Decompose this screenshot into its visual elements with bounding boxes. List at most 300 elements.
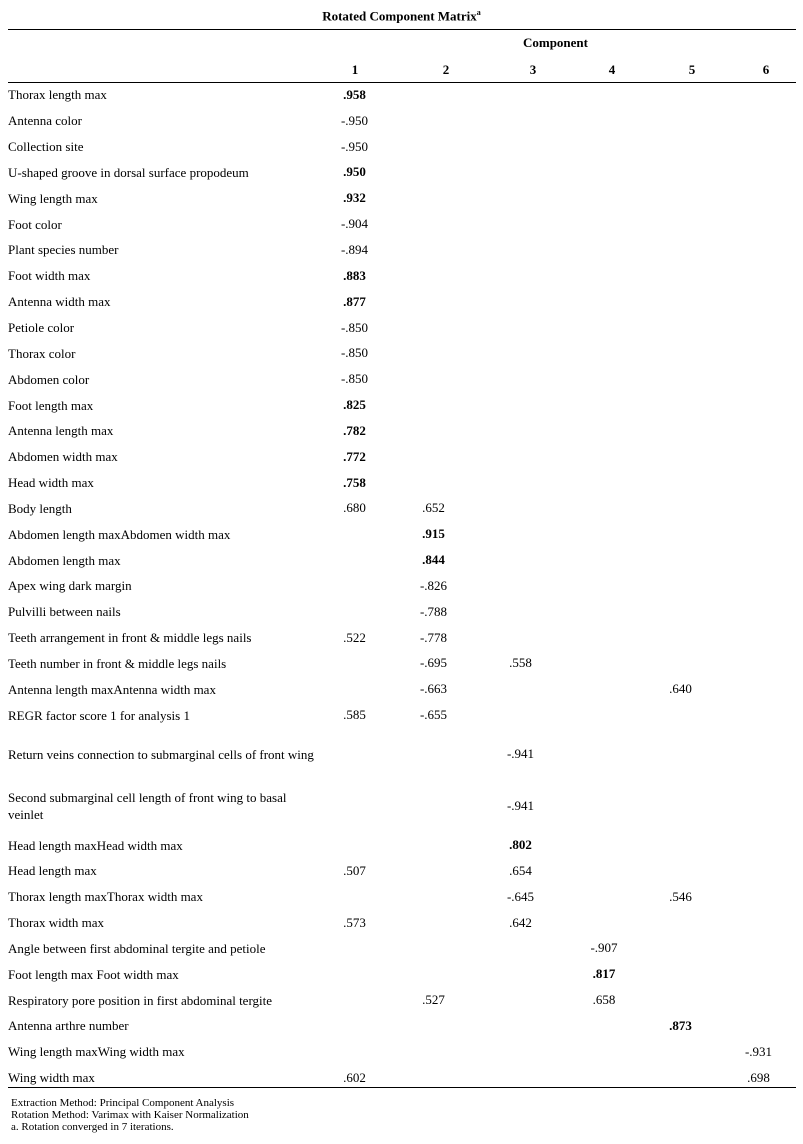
loading-cell-c4 — [568, 573, 640, 599]
component-number-6: 6 — [762, 62, 770, 77]
loading-cell-c5 — [640, 935, 721, 961]
loading-cell-c3 — [473, 987, 568, 1013]
variable-label: Thorax length maxThorax width max — [8, 889, 203, 905]
loading-cell-c5 — [640, 728, 721, 780]
table-row — [8, 1013, 796, 1039]
loading-cell-c4: .658 — [592, 992, 616, 1008]
loading-cell-c1: .932 — [343, 190, 366, 206]
loading-cell-c2: .652 — [422, 500, 445, 516]
loading-cell-c6 — [721, 780, 796, 832]
loading-cell-c6 — [721, 728, 796, 780]
loading-cell-c5 — [640, 1039, 721, 1065]
loading-cell-c3 — [473, 211, 568, 237]
table-row — [8, 547, 796, 573]
loading-cell-c5 — [640, 418, 721, 444]
variable-label: Foot length max — [8, 397, 94, 413]
loading-cell-c3: .654 — [509, 862, 532, 878]
loading-cell-c1: -.950 — [340, 112, 369, 128]
variable-label: Apex wing dark margin — [8, 578, 132, 594]
loading-cell-c6 — [721, 832, 796, 858]
table-row — [8, 858, 796, 884]
loading-cell-c3 — [473, 1013, 568, 1039]
loading-cell-c2 — [394, 160, 473, 186]
loading-cell-c4 — [568, 470, 640, 496]
table-row — [8, 987, 796, 1013]
footnote-convergence: a. Rotation converged in 7 iterations. — [11, 1121, 174, 1133]
variable-label: Head length maxHead width max — [8, 837, 183, 853]
loading-cell-c4 — [568, 547, 640, 573]
loading-cell-c6 — [721, 676, 796, 702]
loading-cell-c6 — [721, 573, 796, 599]
loading-cell-c6 — [721, 315, 796, 341]
loading-cell-c3 — [473, 185, 568, 211]
loading-cell-c3 — [473, 676, 568, 702]
loading-cell-c4 — [568, 160, 640, 186]
variable-label: Thorax width max — [8, 915, 105, 931]
table-row — [8, 444, 796, 470]
loading-cell-c2 — [394, 211, 473, 237]
table-row — [8, 702, 796, 728]
loading-cell-c4 — [568, 676, 640, 702]
loading-cell-c3 — [473, 366, 568, 392]
loading-cell-c1: -.850 — [340, 345, 369, 361]
loading-cell-c6 — [721, 625, 796, 651]
table-row — [8, 418, 796, 444]
loading-cell-c5 — [640, 82, 721, 108]
loading-cell-c6 — [721, 702, 796, 728]
variable-label: Antenna arthre number — [8, 1018, 129, 1034]
loading-cell-c3 — [473, 625, 568, 651]
loading-cell-c3 — [473, 392, 568, 418]
loading-cell-c5 — [640, 496, 721, 522]
table-row — [8, 573, 796, 599]
loading-cell-c6 — [721, 987, 796, 1013]
loading-cell-c6 — [721, 470, 796, 496]
loading-cell-c3 — [473, 444, 568, 470]
variable-label: Respiratory pore position in first abdominal tergite — [8, 992, 273, 1008]
loading-cell-c1: .602 — [343, 1069, 366, 1085]
variable-label: Teeth arrangement in front & middle legs nails — [8, 630, 252, 646]
loading-cell-c2 — [394, 108, 473, 134]
loading-cell-c4 — [568, 625, 640, 651]
loading-cell-c4 — [568, 315, 640, 341]
title-superscript: a — [476, 8, 481, 17]
loading-cell-c2 — [394, 961, 473, 987]
loading-cell-c4 — [568, 521, 640, 547]
loading-cell-c3: .558 — [509, 655, 532, 671]
variable-label: Wing length max — [8, 190, 98, 206]
loading-cell-c2 — [394, 780, 473, 832]
loading-cell-c2 — [394, 470, 473, 496]
loading-cell-c1 — [315, 573, 394, 599]
loading-cell-c4: .817 — [592, 966, 616, 982]
loading-cell-c5 — [640, 910, 721, 936]
table-row — [8, 625, 796, 651]
variable-label: Pulvilli between nails — [8, 604, 121, 620]
loading-cell-c5 — [640, 185, 721, 211]
loading-cell-c6 — [721, 160, 796, 186]
title-text: Rotated Component Matrix — [322, 8, 477, 24]
table-row — [8, 651, 796, 677]
loading-cell-c3 — [473, 496, 568, 522]
table-row — [8, 728, 796, 780]
loading-cell-c2: -.655 — [419, 707, 448, 723]
matrix-table — [8, 82, 796, 1091]
loading-cell-c4 — [568, 340, 640, 366]
loading-cell-c6 — [721, 521, 796, 547]
loading-cell-c2 — [394, 884, 473, 910]
loading-cell-c3 — [473, 521, 568, 547]
table-row — [8, 832, 796, 858]
loading-cell-c6 — [721, 211, 796, 237]
loading-cell-c1: -.894 — [340, 241, 369, 257]
loading-cell-c6: .698 — [747, 1069, 770, 1085]
loading-cell-c1: -.904 — [340, 216, 369, 232]
loading-cell-c2 — [394, 289, 473, 315]
loading-cell-c1: .877 — [343, 293, 366, 309]
loading-cell-c3: -.645 — [506, 888, 535, 904]
loading-cell-c4 — [568, 858, 640, 884]
variable-label: Plant species number — [8, 242, 119, 258]
top-rule — [8, 29, 796, 30]
loading-cell-c1 — [315, 547, 394, 573]
loading-cell-c4 — [568, 444, 640, 470]
loading-cell-c4 — [568, 1013, 640, 1039]
variable-label: Angle between first abdominal tergite and petiole — [8, 940, 266, 956]
loading-cell-c4 — [568, 728, 640, 780]
loading-cell-c1 — [315, 884, 394, 910]
loading-cell-c2: -.788 — [419, 603, 448, 619]
component-header: Component — [522, 35, 588, 50]
loading-cell-c4 — [568, 237, 640, 263]
loading-cell-c4 — [568, 599, 640, 625]
loading-cell-c3: -.941 — [506, 746, 535, 762]
bottom-rule — [8, 1087, 796, 1088]
variable-label: Foot color — [8, 216, 62, 232]
loading-cell-c6 — [721, 134, 796, 160]
loading-cell-c2 — [394, 134, 473, 160]
component-number-4: 4 — [608, 62, 616, 77]
loading-cell-c4 — [568, 185, 640, 211]
loading-cell-c6 — [721, 340, 796, 366]
loading-cell-c2 — [394, 444, 473, 470]
loading-cell-c1 — [315, 599, 394, 625]
loading-cell-c3 — [473, 702, 568, 728]
loading-cell-c2 — [394, 237, 473, 263]
variable-label: Thorax length max — [8, 87, 107, 103]
loading-cell-c3 — [473, 961, 568, 987]
loading-cell-c5 — [640, 366, 721, 392]
component-number-3: 3 — [529, 62, 537, 77]
variable-label: Thorax color — [8, 345, 76, 361]
loading-cell-c4 — [568, 211, 640, 237]
component-number-1: 1 — [351, 62, 359, 77]
loading-cell-c2: -.826 — [419, 577, 448, 593]
loading-cell-c3: .642 — [509, 914, 532, 930]
loading-cell-c6 — [721, 961, 796, 987]
table-row — [8, 392, 796, 418]
loading-cell-c1 — [315, 987, 394, 1013]
loading-cell-c5 — [640, 315, 721, 341]
table-row — [8, 910, 796, 936]
loading-cell-c3 — [473, 547, 568, 573]
loading-cell-c4 — [568, 289, 640, 315]
loading-cell-c6 — [721, 651, 796, 677]
loading-cell-c6 — [721, 366, 796, 392]
table-row — [8, 134, 796, 160]
loading-cell-c2: .844 — [422, 552, 445, 568]
variable-label: Antenna color — [8, 113, 83, 129]
table-row — [8, 237, 796, 263]
table-footnotes — [11, 1097, 249, 1133]
variable-label: Wing width max — [8, 1070, 95, 1086]
loading-cell-c3 — [473, 315, 568, 341]
loading-cell-c1 — [315, 961, 394, 987]
loading-cell-c2: .527 — [422, 992, 445, 1008]
loading-cell-c4 — [568, 418, 640, 444]
loading-cell-c4 — [568, 1039, 640, 1065]
loading-cell-c1: .507 — [343, 862, 366, 878]
loading-cell-c6 — [721, 237, 796, 263]
loading-cell-c2 — [394, 935, 473, 961]
loading-cell-c3 — [473, 237, 568, 263]
loading-cell-c3 — [473, 340, 568, 366]
variable-label: Foot length max Foot width max — [8, 966, 179, 982]
variable-label: Collection site — [8, 139, 84, 155]
table-row — [8, 1039, 796, 1065]
table-row — [8, 961, 796, 987]
variable-label: Antenna length maxAntenna width max — [8, 681, 216, 697]
loading-cell-c1 — [315, 1013, 394, 1039]
loading-cell-c2 — [394, 728, 473, 780]
variable-label: Antenna width max — [8, 294, 111, 310]
loading-cell-c3: .802 — [509, 837, 532, 853]
table-row — [8, 599, 796, 625]
loading-cell-c2 — [394, 910, 473, 936]
footnote-extraction: Extraction Method: Principal Component Analysis — [11, 1097, 235, 1109]
footnote-rotation: Rotation Method: Varimax with Kaiser Normalization — [11, 1109, 249, 1121]
table-row — [8, 366, 796, 392]
loading-cell-c1 — [315, 832, 394, 858]
variable-label: Antenna length max — [8, 423, 114, 439]
loading-cell-c5 — [640, 573, 721, 599]
loading-cell-c6 — [721, 547, 796, 573]
loading-cell-c3 — [473, 418, 568, 444]
loading-cell-c5 — [640, 599, 721, 625]
loading-cell-c4 — [568, 832, 640, 858]
loading-cell-c3 — [473, 1039, 568, 1065]
variable-label: Abdomen length max — [8, 552, 121, 568]
loading-cell-c6 — [721, 82, 796, 108]
loading-cell-c6 — [721, 884, 796, 910]
variable-label: Second submarginal cell length of front wing to basal veinlet — [8, 790, 287, 823]
loading-cell-c6 — [721, 599, 796, 625]
loading-cell-c5 — [640, 237, 721, 263]
component-number-2: 2 — [442, 62, 450, 77]
table-row — [8, 780, 796, 832]
loading-cell-c4 — [568, 82, 640, 108]
loading-cell-c1 — [315, 780, 394, 832]
matrix-body — [8, 82, 796, 1091]
variable-label: Return veins connection to submarginal cells of front wing — [8, 746, 314, 762]
table-title — [0, 8, 803, 24]
table-row — [8, 935, 796, 961]
loading-cell-c1: .522 — [343, 629, 366, 645]
loading-cell-c3 — [473, 935, 568, 961]
loading-cell-c5: .640 — [669, 681, 692, 697]
loading-cell-c4 — [568, 366, 640, 392]
loading-cell-c4 — [568, 780, 640, 832]
variable-label: Abdomen width max — [8, 449, 118, 465]
loading-cell-c2 — [394, 418, 473, 444]
loading-cell-c6 — [721, 910, 796, 936]
loading-cell-c5: .546 — [669, 888, 692, 904]
loading-cell-c6 — [721, 444, 796, 470]
loading-cell-c2 — [394, 1039, 473, 1065]
loading-cell-c1 — [315, 521, 394, 547]
loading-cell-c4 — [568, 108, 640, 134]
table-row — [8, 521, 796, 547]
loading-cell-c6 — [721, 185, 796, 211]
loading-cell-c2 — [394, 82, 473, 108]
loading-cell-c5 — [640, 392, 721, 418]
component-number-5: 5 — [688, 62, 696, 77]
loading-cell-c3: -.941 — [506, 798, 535, 814]
loading-cell-c1: .772 — [343, 448, 366, 464]
loading-cell-c1 — [315, 1039, 394, 1065]
loading-cell-c1: .782 — [343, 422, 366, 438]
loading-cell-c1: -.850 — [340, 319, 369, 335]
table-row — [8, 160, 796, 186]
loading-cell-c5 — [640, 340, 721, 366]
loading-cell-c5 — [640, 289, 721, 315]
variable-label: Teeth number in front & middle legs nails — [8, 655, 227, 671]
variable-label: Abdomen length maxAbdomen width max — [8, 526, 231, 542]
loading-cell-c1: .950 — [343, 164, 366, 180]
loading-cell-c6: -.931 — [744, 1043, 773, 1059]
loading-cell-c5 — [640, 470, 721, 496]
loading-cell-c4 — [568, 910, 640, 936]
loading-cell-c1 — [315, 676, 394, 702]
table-row — [8, 289, 796, 315]
loading-cell-c2 — [394, 340, 473, 366]
loading-cell-c5 — [640, 858, 721, 884]
loading-cell-c5 — [640, 832, 721, 858]
loading-cell-c3 — [473, 160, 568, 186]
loading-cell-c6 — [721, 263, 796, 289]
loading-cell-c5 — [640, 547, 721, 573]
loading-cell-c4: -.907 — [590, 940, 618, 956]
loading-cell-c5 — [640, 987, 721, 1013]
loading-cell-c4 — [568, 884, 640, 910]
loading-cell-c5: .873 — [669, 1017, 692, 1033]
loading-cell-c1 — [315, 728, 394, 780]
loading-cell-c5 — [640, 444, 721, 470]
loading-cell-c3 — [473, 108, 568, 134]
table-row — [8, 340, 796, 366]
loading-cell-c6 — [721, 935, 796, 961]
variable-label: REGR factor score 1 for analysis 1 — [8, 707, 190, 723]
loading-cell-c5 — [640, 521, 721, 547]
loading-cell-c1: .573 — [343, 914, 366, 930]
loading-cell-c2: .915 — [422, 526, 445, 542]
loading-cell-c1 — [315, 935, 394, 961]
loading-cell-c2: -.663 — [419, 681, 448, 697]
loading-cell-c4 — [568, 392, 640, 418]
loading-cell-c5 — [640, 263, 721, 289]
loading-cell-c3 — [473, 573, 568, 599]
loading-cell-c5 — [640, 961, 721, 987]
loading-cell-c6 — [721, 289, 796, 315]
loading-cell-c2 — [394, 858, 473, 884]
loading-cell-c4 — [568, 496, 640, 522]
variable-label: Head width max — [8, 475, 94, 491]
loading-cell-c5 — [640, 780, 721, 832]
loading-cell-c2: -.695 — [419, 655, 448, 671]
variable-label: Petiole color — [8, 320, 75, 336]
table-row — [8, 185, 796, 211]
table-row — [8, 108, 796, 134]
table-row — [8, 211, 796, 237]
variable-label: Body length — [8, 500, 72, 516]
loading-cell-c5 — [640, 108, 721, 134]
loading-cell-c2 — [394, 366, 473, 392]
table-row — [8, 82, 796, 108]
variable-label: Head length max — [8, 863, 97, 879]
loading-cell-c6 — [721, 108, 796, 134]
loading-cell-c4 — [568, 651, 640, 677]
loading-cell-c6 — [721, 496, 796, 522]
table-row — [8, 884, 796, 910]
loading-cell-c6 — [721, 392, 796, 418]
loading-cell-c6 — [721, 418, 796, 444]
loading-cell-c2 — [394, 832, 473, 858]
loading-cell-c1: .883 — [343, 267, 366, 283]
loading-cell-c1: .758 — [343, 474, 366, 490]
loading-cell-c4 — [568, 702, 640, 728]
loading-cell-c2 — [394, 263, 473, 289]
loading-cell-c1: -.950 — [340, 138, 369, 154]
loading-cell-c1 — [315, 651, 394, 677]
loading-cell-c3 — [473, 470, 568, 496]
loading-cell-c5 — [640, 134, 721, 160]
variable-label: U-shaped groove in dorsal surface propodeum — [8, 164, 249, 180]
loading-cell-c2 — [394, 1013, 473, 1039]
variable-label: Foot width max — [8, 268, 91, 284]
loading-cell-c1: .680 — [343, 500, 366, 516]
loading-cell-c3 — [473, 289, 568, 315]
loading-cell-c6 — [721, 858, 796, 884]
loading-cell-c5 — [640, 625, 721, 651]
loading-cell-c3 — [473, 82, 568, 108]
loading-cell-c3 — [473, 134, 568, 160]
loading-cell-c5 — [640, 211, 721, 237]
loading-cell-c6 — [721, 1013, 796, 1039]
table-row — [8, 470, 796, 496]
table-row — [8, 676, 796, 702]
loading-cell-c2 — [394, 185, 473, 211]
variable-label: Wing length maxWing width max — [8, 1044, 185, 1060]
loading-cell-c3 — [473, 599, 568, 625]
table-row — [8, 263, 796, 289]
loading-cell-c2 — [394, 315, 473, 341]
loading-cell-c1: -.850 — [340, 371, 369, 387]
loading-cell-c2: -.778 — [419, 629, 448, 645]
loading-cell-c3 — [473, 263, 568, 289]
loading-cell-c4 — [568, 134, 640, 160]
loading-cell-c2 — [394, 392, 473, 418]
loading-cell-c5 — [640, 160, 721, 186]
